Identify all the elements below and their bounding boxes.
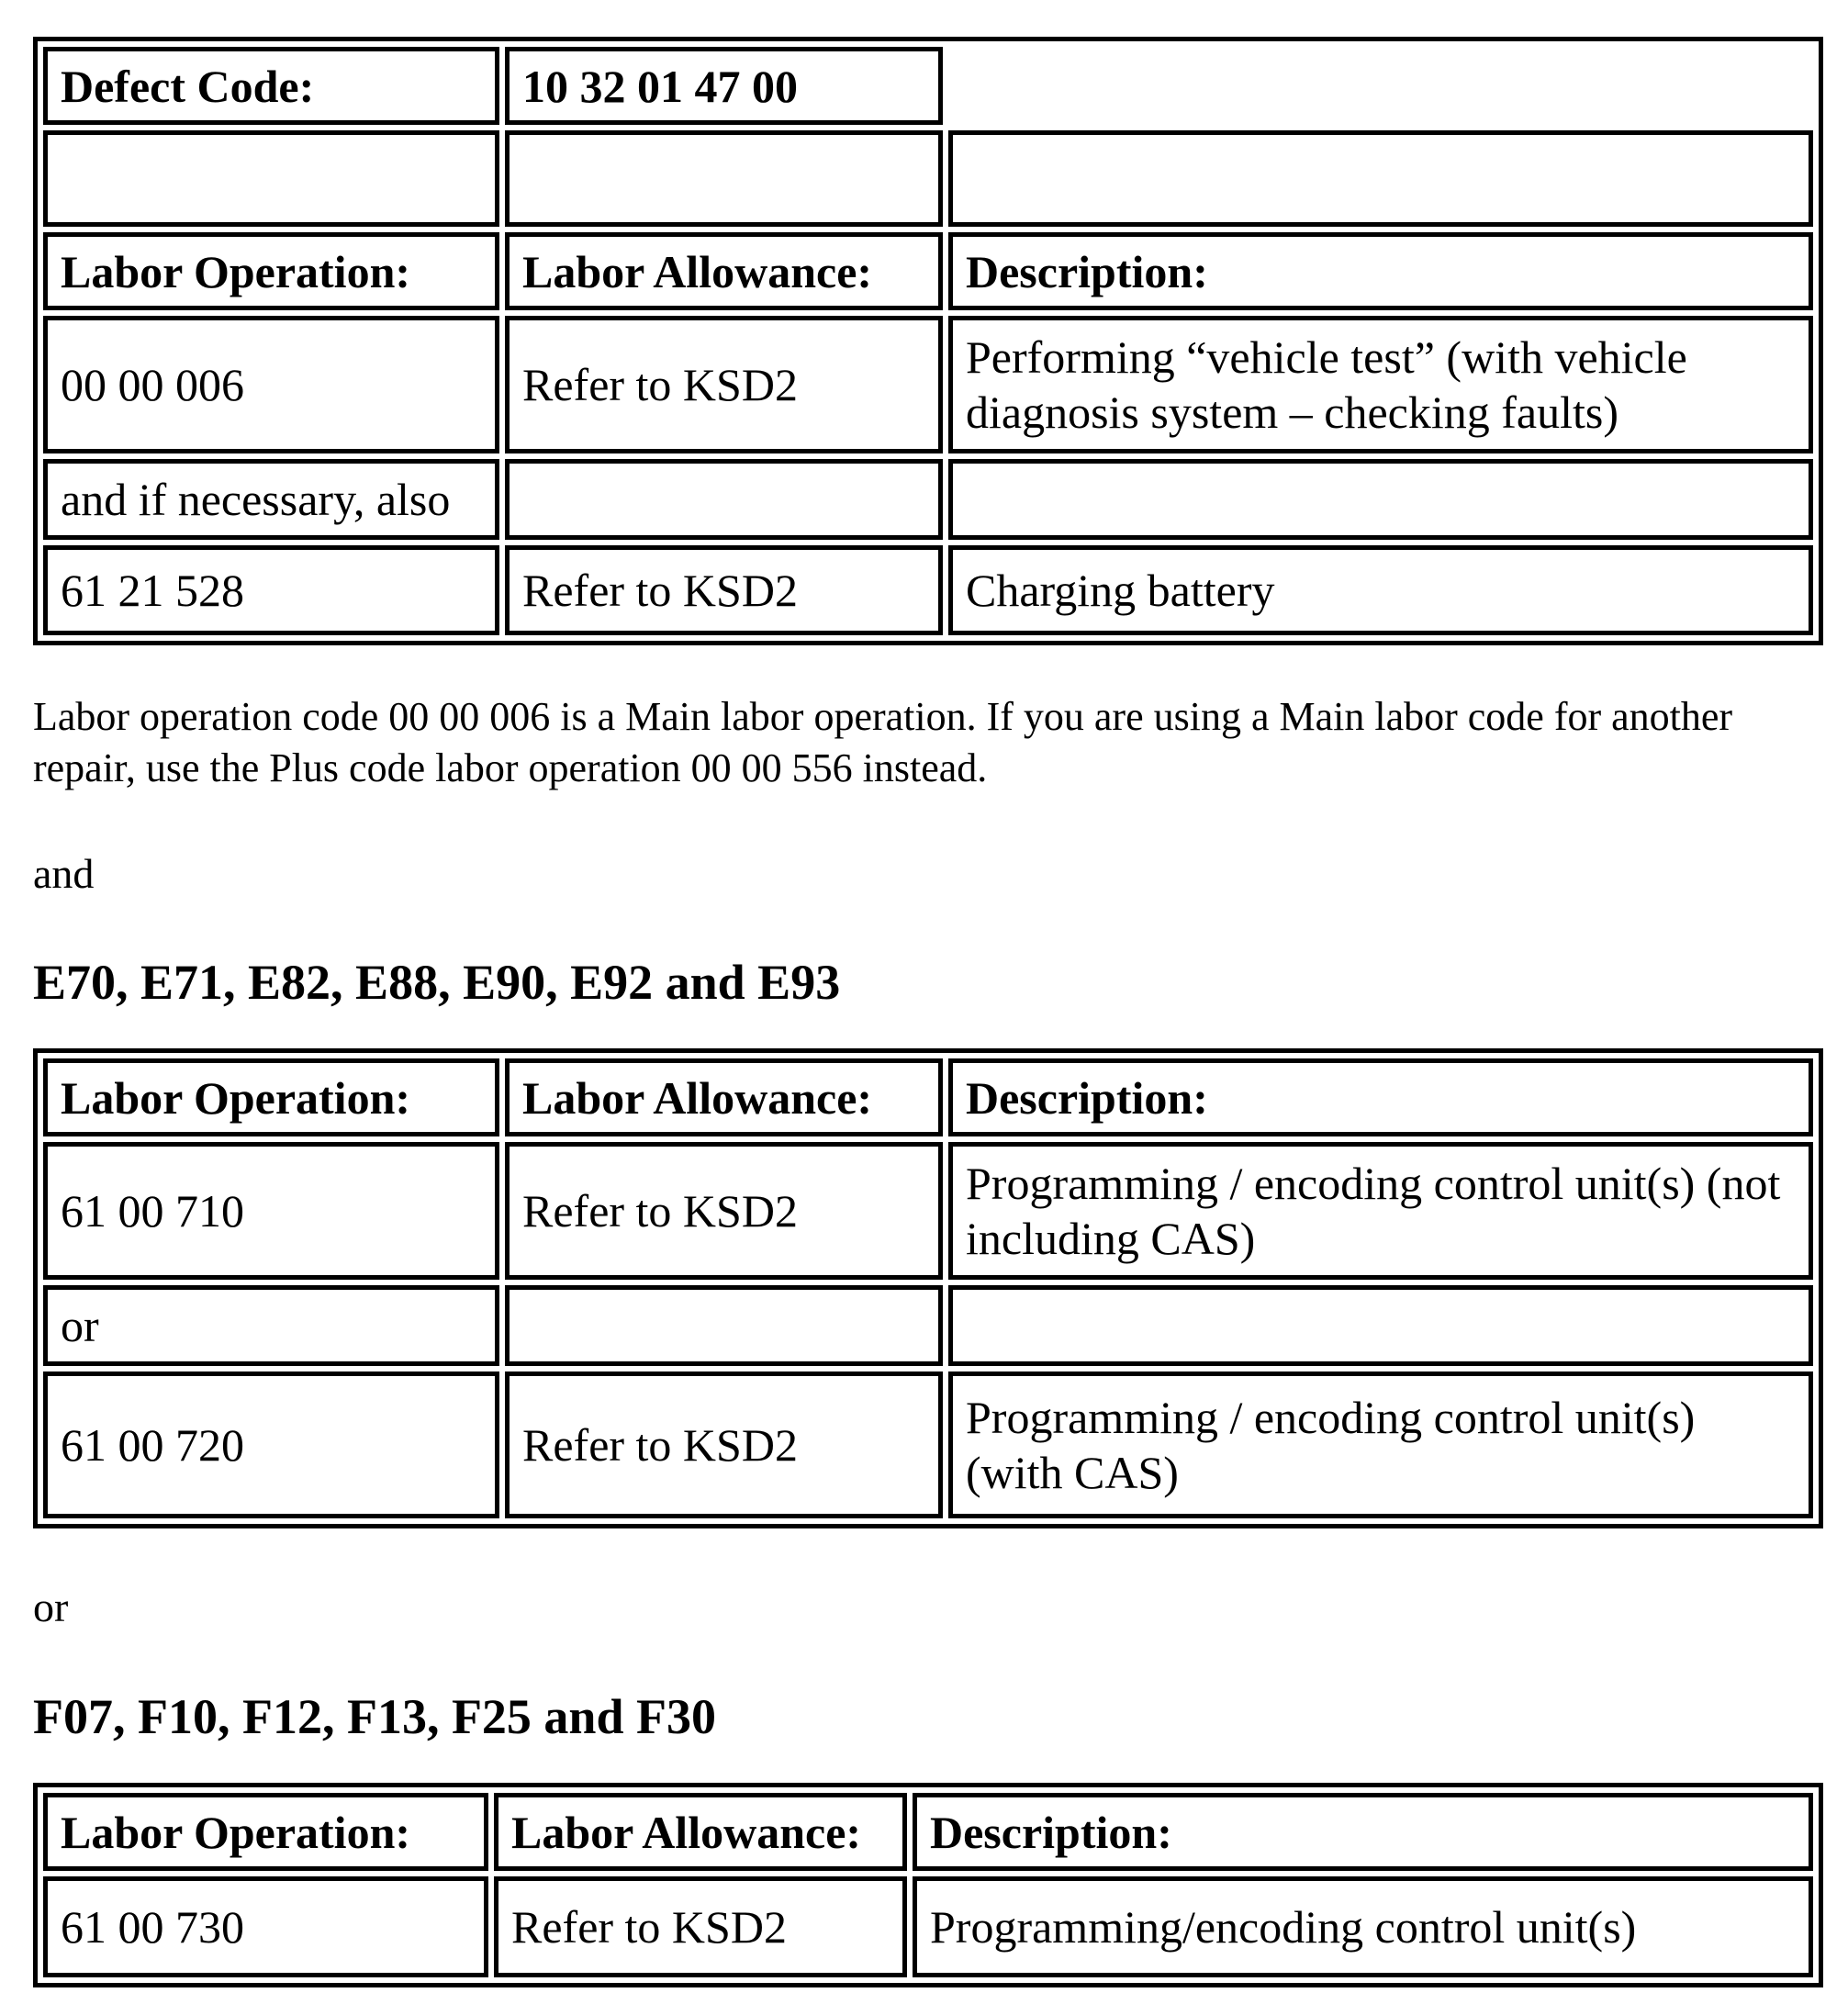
table-row bbox=[43, 1142, 1813, 1280]
labor-operation-cell: 61 21 528 bbox=[43, 545, 499, 635]
empty-cell bbox=[505, 130, 943, 227]
description-header-cell: Description: bbox=[948, 1058, 1813, 1136]
connector-and: and bbox=[33, 849, 95, 897]
f-series-heading: F07, F10, F12, F13, F25 and F30 bbox=[33, 1688, 716, 1744]
labor-allowance-cell bbox=[505, 1285, 943, 1366]
table-row bbox=[43, 1371, 1813, 1518]
description-cell: Performing “vehicle test” (with vehicle diagnosis system – checking faults) bbox=[948, 316, 1813, 453]
connector-or: or bbox=[33, 1584, 69, 1631]
defect-code-value-cell: 10 32 01 47 00 bbox=[505, 47, 943, 125]
labor-allowance-header-cell: Labor Allowance: bbox=[505, 232, 943, 310]
labor-table-e-series bbox=[33, 1048, 1823, 1528]
labor-operation-cell: and if necessary, also bbox=[43, 459, 499, 540]
labor-operation-header-cell: Labor Operation: bbox=[43, 232, 499, 310]
labor-allowance-header-cell: Labor Allowance: bbox=[505, 1058, 943, 1136]
labor-operation-cell: 00 00 006 bbox=[43, 316, 499, 453]
labor-allowance-cell: Refer to KSD2 bbox=[505, 1371, 943, 1518]
labor-table-f-series bbox=[33, 1783, 1823, 1987]
labor-operation-header-cell: Labor Operation: bbox=[43, 1058, 499, 1136]
labor-operation-cell: or bbox=[43, 1285, 499, 1366]
header-row bbox=[43, 232, 1813, 310]
labor-allowance-cell: Refer to KSD2 bbox=[505, 1142, 943, 1280]
description-cell bbox=[948, 459, 1813, 540]
labor-allowance-cell: Refer to KSD2 bbox=[505, 316, 943, 453]
labor-operation-note: Labor operation code 00 00 006 is a Main labor operation. If you are using a Main labor code for another repair, use the Plus code labor operation 00 00 556 instead. bbox=[33, 694, 1733, 791]
labor-operation-cell: 61 00 730 bbox=[43, 1876, 488, 1977]
labor-operation-cell: 61 00 710 bbox=[43, 1142, 499, 1280]
description-cell bbox=[948, 1285, 1813, 1366]
labor-allowance-header-cell: Labor Allowance: bbox=[494, 1793, 907, 1871]
table-row bbox=[43, 1285, 1813, 1366]
description-cell: Programming/encoding control unit(s) bbox=[913, 1876, 1813, 1977]
labor-allowance-cell: Refer to KSD2 bbox=[494, 1876, 907, 1977]
empty-cell bbox=[948, 130, 1813, 227]
empty-cell bbox=[43, 130, 499, 227]
defect-code-table bbox=[33, 37, 1823, 645]
table-row bbox=[43, 316, 1813, 453]
labor-operation-header-cell: Labor Operation: bbox=[43, 1793, 488, 1871]
defect-code-label-cell: Defect Code: bbox=[43, 47, 499, 125]
labor-allowance-cell bbox=[505, 459, 943, 540]
labor-operation-cell: 61 00 720 bbox=[43, 1371, 499, 1518]
spacer-row bbox=[43, 130, 1813, 227]
header-row bbox=[43, 1793, 1813, 1871]
table-row bbox=[43, 1876, 1813, 1977]
table-row bbox=[43, 459, 1813, 540]
description-cell: Programming / encoding control unit(s) (not including CAS) bbox=[948, 1142, 1813, 1280]
e-series-heading: E70, E71, E82, E88, E90, E92 and E93 bbox=[33, 954, 841, 1010]
table-row bbox=[43, 545, 1813, 635]
description-header-cell: Description: bbox=[948, 232, 1813, 310]
defect-code-row bbox=[43, 47, 1813, 125]
description-header-cell: Description: bbox=[913, 1793, 1813, 1871]
labor-allowance-cell: Refer to KSD2 bbox=[505, 545, 943, 635]
header-row bbox=[43, 1058, 1813, 1136]
description-cell: Programming / encoding control unit(s) (with CAS) bbox=[948, 1371, 1813, 1518]
description-cell: Charging battery bbox=[948, 545, 1813, 635]
